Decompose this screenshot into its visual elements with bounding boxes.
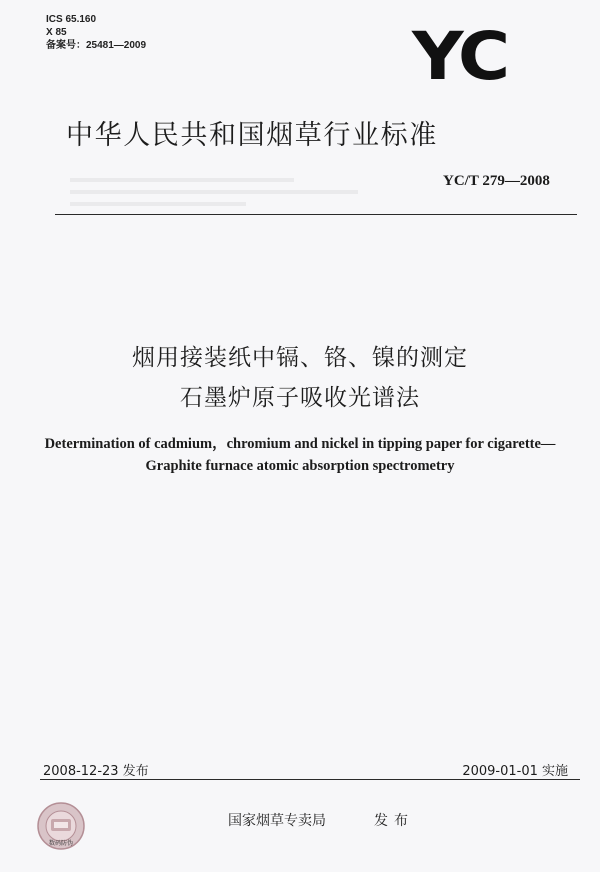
class-code: X 85 xyxy=(46,27,67,38)
publisher-name: 国家烟草专卖局 xyxy=(228,813,326,829)
cn-title-line-1: 烟用接装纸中镉、铬、镍的测定 xyxy=(132,345,468,371)
en-title-line-2: Graphite furnace atomic absorption spectrometry xyxy=(145,458,455,474)
seal-label: 数码防伪 xyxy=(48,840,73,847)
issue-date: 2008-12-23 发布 xyxy=(43,764,149,779)
standard-category-title: 中华人民共和国烟草行业标准 xyxy=(66,120,438,151)
standard-number: YC/T 279—2008 xyxy=(443,173,550,189)
footer-divider xyxy=(40,779,580,780)
bleed-through-decoration xyxy=(70,170,390,230)
record-number: 备案号：25481—2009 xyxy=(46,40,147,51)
yc-logo: YC xyxy=(412,18,507,95)
header-divider xyxy=(55,214,577,215)
publish-word: 发布 xyxy=(374,813,414,829)
cn-title-line-2: 石墨炉原子吸收光谱法 xyxy=(180,385,420,411)
en-title-line-1: Determination of cadmium，chromium and nickel in tipping paper for cigarette— xyxy=(44,436,556,452)
classification-block xyxy=(46,13,146,52)
implementation-date: 2009-01-01 实施 xyxy=(462,764,568,779)
ics-code: ICS 65.160 xyxy=(46,14,97,25)
